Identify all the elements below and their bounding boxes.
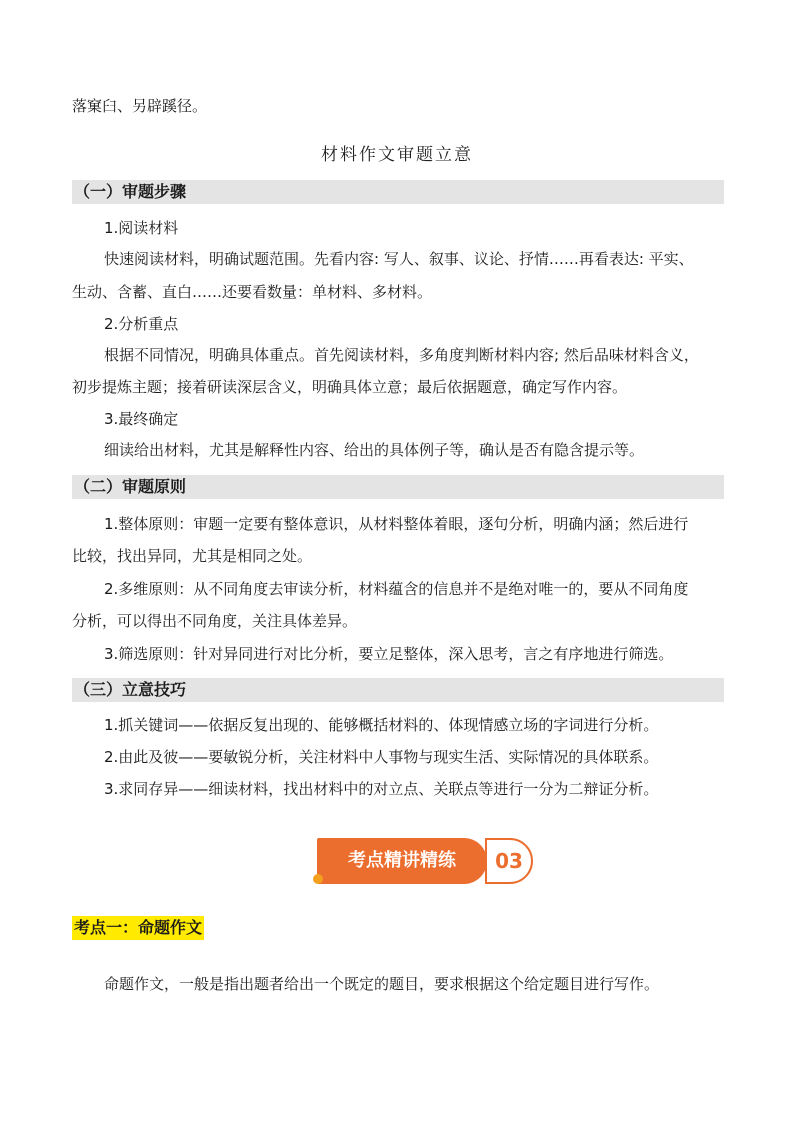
paragraph-line: 1.整体原则：审题一定要有整体意识，从材料整体着眼，逐句分析，明确内涵；然后进行 <box>104 515 689 533</box>
banner-dot-decoration <box>313 874 323 884</box>
intro-text: 落窠臼、另辟蹊径。 <box>72 97 208 115</box>
paragraph-line: 3.筛选原则：针对异同进行对比分析，要立足整体，深入思考，言之有序地进行筛选。 <box>104 645 674 663</box>
page-title: 材料作文审题立意 <box>321 145 473 165</box>
paragraph-line: 初步提炼主题；接着研读深层含义，明确具体立意；最后依据题意，确定写作内容。 <box>72 378 628 396</box>
paragraph-line: 2.由此及彼——要敏锐分析，关注材料中人事物与现实生活、实际情况的具体联系。 <box>104 748 659 766</box>
paragraph-line: 比较，找出异同，尤其是相同之处。 <box>72 547 313 565</box>
paragraph-line: 根据不同情况，明确具体重点。首先阅读材料，多角度判断材料内容; 然后品味材料含义， <box>104 346 699 364</box>
paragraph-line: 生动、含蓄、直白……还要看数量：单材料、多材料。 <box>72 283 433 301</box>
subheading: 2.分析重点 <box>104 315 179 333</box>
section-heading-2: （二）审题原则 <box>72 475 724 499</box>
paragraph-line: 1.抓关键词——依据反复出现的、能够概括材料的、体现情感立场的字词进行分析。 <box>104 716 659 734</box>
paragraph-line: 2.多维原则：从不同角度去审读分析，材料蕴含的信息并不是绝对唯一的，要从不同角度 <box>104 580 689 598</box>
paragraph-line: 细读给出材料，尤其是解释性内容、给出的具体例子等，确认是否有隐含提示等。 <box>104 441 645 459</box>
section-heading-3: （三）立意技巧 <box>72 678 724 702</box>
kaodian-title: 考点一：命题作文 <box>72 916 204 940</box>
paragraph-line: 分析，可以得出不同角度，关注具体差异。 <box>72 612 358 630</box>
subheading: 1.阅读材料 <box>104 219 179 237</box>
kaodian-text: 命题作文，一般是指出题者给出一个既定的题目，要求根据这个给定题目进行写作。 <box>104 975 660 993</box>
section-heading-1: （一）审题步骤 <box>72 180 724 204</box>
section-banner <box>313 838 535 884</box>
banner-number: 03 <box>485 838 533 884</box>
banner-label: 考点精讲精练 <box>317 838 487 884</box>
paragraph-line: 3.求同存异——细读材料，找出材料中的对立点、关联点等进行一分为二辩证分析。 <box>104 780 659 798</box>
paragraph-line: 快速阅读材料，明确试题范围。先看内容: 写人、叙事、议论、抒情……再看表达: 平实、 <box>104 250 694 268</box>
subheading: 3.最终确定 <box>104 410 179 428</box>
